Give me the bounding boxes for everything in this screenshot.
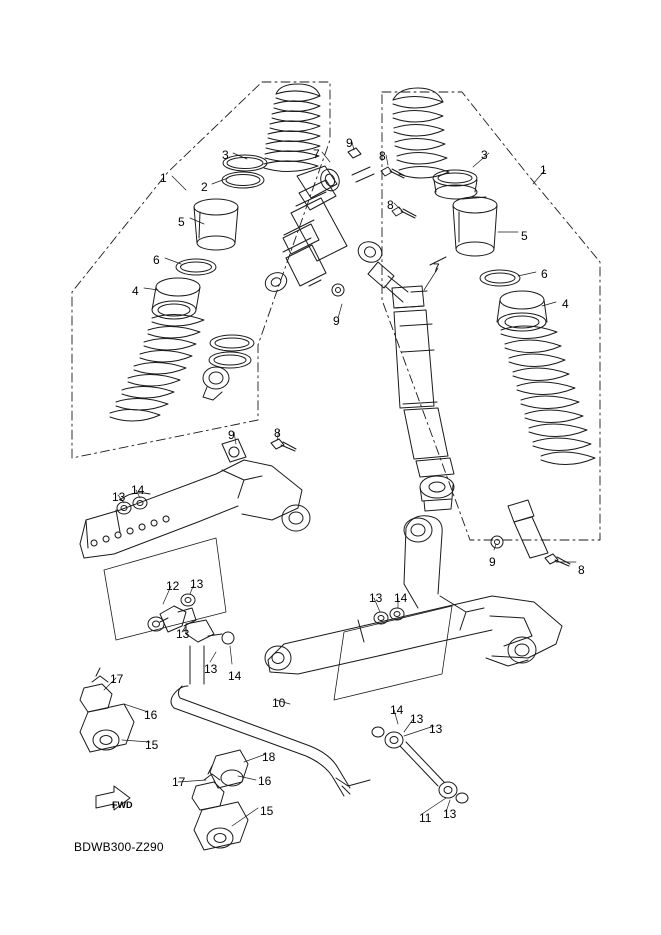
callout-number: 18 [262,750,276,764]
stabilizer-link-rod [372,727,468,803]
callout-number: 4 [562,297,569,311]
bushing-13-14-lower-arm [374,608,404,624]
callout-number: 1 [160,171,167,185]
callout-number: 8 [274,426,281,440]
callout-number: 3 [222,148,229,162]
bar-clamp-upper-left [80,668,134,752]
upper-control-arm-left [80,460,310,558]
left-bolt-nut-9 [332,148,361,296]
callout-number: 14 [390,703,404,717]
left-bump-rubber [152,278,200,319]
callout-number: 9 [489,555,496,569]
callout-number: 16 [258,774,272,788]
left-upper-coil-spring [264,84,320,172]
knuckle-detail [148,594,234,684]
callout-number: 13 [112,490,126,504]
right-o-ring [480,270,520,286]
callout-number: 8 [387,198,394,212]
left-shock-absorber [262,166,374,295]
callout-number: 3 [481,148,488,162]
fwd-arrow-label: FWD [112,800,133,810]
callout-number: 7 [433,261,440,275]
callout-number: 8 [578,563,585,577]
callout-number: 13 [190,577,204,591]
callout-number: 5 [178,215,185,229]
right-bump-rubber [497,291,547,331]
callout-number: 14 [131,483,145,497]
right-shock-absorber [355,238,454,511]
callout-number: 1 [540,163,547,177]
callout-number: 13 [410,712,424,726]
right-lower-bracket [489,500,570,569]
left-o-ring [176,259,216,275]
leader-lines [104,142,576,826]
callout-number: 13 [443,807,457,821]
bar-clamp-lower [192,766,248,850]
bolt-8-lower [392,207,416,218]
callout-number: 2 [201,180,208,194]
callout-number: 8 [379,149,386,163]
callout-number: 12 [166,579,180,593]
callout-number: 6 [153,253,160,267]
callout-number: 14 [228,669,242,683]
callout-number: 13 [204,662,218,676]
callout-number: 9 [333,314,340,328]
callout-number: 14 [394,591,408,605]
left-lower-eye [203,367,229,400]
callout-number: 11 [419,811,432,825]
group-frame-left [72,82,330,458]
group-frame-right [382,92,600,540]
callout-number: 16 [144,708,158,722]
callout-number: 9 [228,428,235,442]
bolt-8-upper [381,167,405,178]
callout-number: 15 [145,738,159,752]
left-sleeve [194,199,238,250]
stabilizer-bushing-18 [210,750,248,788]
callout-number: 13 [369,591,383,605]
callout-number: 17 [110,672,124,686]
upper-arm-bracket [222,439,296,462]
left-small-rings [209,335,254,368]
left-lower-coil-spring [110,314,204,421]
callout-number: 6 [541,267,548,281]
callout-number: 15 [260,804,274,818]
callout-number: 4 [132,284,139,298]
lower-control-arm-right [265,516,562,674]
callout-number: 7 [313,147,320,161]
callout-number: 10 [272,696,286,710]
right-sleeve [453,197,497,256]
callout-number: 9 [346,136,353,150]
callout-number: 17 [172,775,186,789]
right-lower-coil-spring [501,326,595,465]
callout-number: 5 [521,229,528,243]
part-code-label: BDWB300-Z290 [74,840,164,854]
callout-number: 13 [176,627,190,641]
callout-number: 13 [429,722,443,736]
right-upper-coil-spring [393,88,449,178]
right-spring-seat [433,170,477,199]
